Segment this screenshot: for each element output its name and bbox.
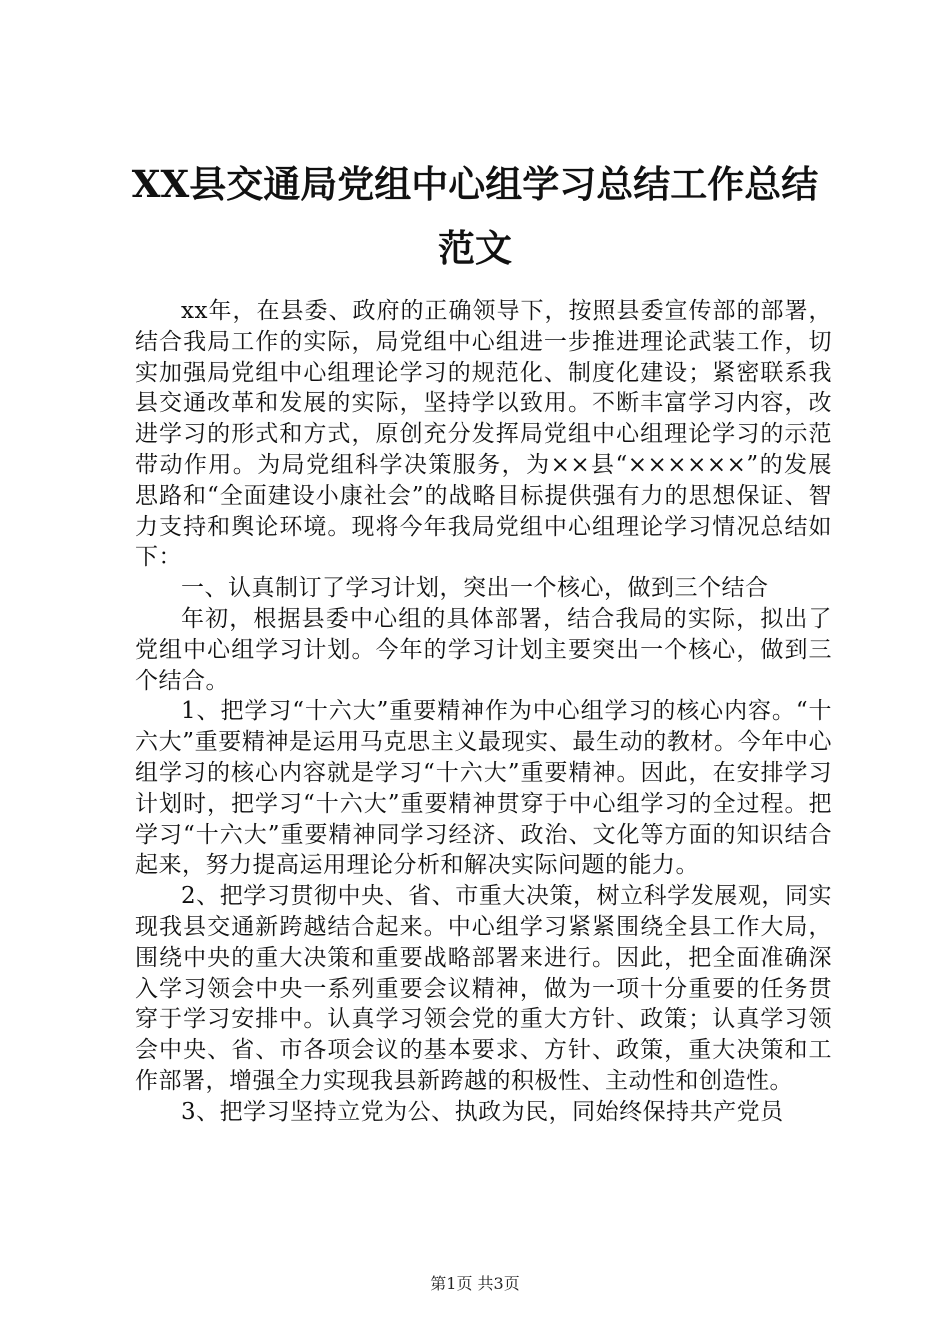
paragraph-intro: xx年，在县委、政府的正确领导下，按照县委宣传部的部署，结合我局工作的实际，局党组中心组进一步推进理论武装工作，切实加强局党组中心组理论学习的规范化、制度化建设；紧密联系我县交通改革和发展的实际，坚持学以致用。不断丰富学习内容，改进学习的形式和方式，原创充分发挥局党组中心组理论学习的示范带动作用。为局党组科学决策服务，为××县“××××××”的发展思路和“全面建设小康社会”的战略目标提供强有力的思想保证、智力支持和舆论环境。现将今年我局党组中心组理论学习情况总结如下： bbox=[135, 298, 832, 571]
document-body bbox=[135, 296, 832, 1128]
paragraph-plan: 年初，根据县委中心组的具体部署，结合我局的实际，拟出了党组中心组学习计划。今年的学习计划主要突出一个核心，做到三个结合。 bbox=[135, 605, 832, 694]
document-title: XX县交通局党组中心组学习总结工作总结范文 bbox=[131, 162, 819, 270]
paragraph-point-2: 2、把学习贯彻中央、省、市重大决策，树立科学发展观，同实现我县交通新跨越结合起来。中心组学习紧紧围绕全县工作大局，围绕中央的重大决策和重要战略部署来进行。因此，把全面准确深入学习领会中央一系列重要会议精神，做为一项十分重要的任务贯穿于学习安排中。认真学习领会党的重大方针、政策；认真学习领会中央、省、市各项会议的基本要求、方针、政策，重大决策和工作部署，增强全力实现我县新跨越的积极性、主动性和创造性。 bbox=[135, 883, 832, 1094]
section-heading-1: 一、认真制订了学习计划，突出一个核心，做到三个结合 bbox=[181, 575, 769, 602]
paragraph-point-1: 1、把学习“十六大”重要精神作为中心组学习的核心内容。“十六大”重要精神是运用马克思主义最现实、最生动的教材。今年中心组学习的核心内容就是学习“十六大”重要精神。因此，在安排学习计划时，把学习“十六大”重要精神贯穿于中心组学习的全过程。把学习“十六大”重要精神同学习经济、政治、文化等方面的知识结合起来，努力提高运用理论分析和解决实际问题的能力。 bbox=[135, 698, 832, 879]
page-footer: 第1页 共3页 bbox=[430, 1274, 520, 1293]
paragraph-point-3: 3、把学习坚持立党为公、执政为民，同始终保持共产党员 bbox=[181, 1098, 784, 1125]
